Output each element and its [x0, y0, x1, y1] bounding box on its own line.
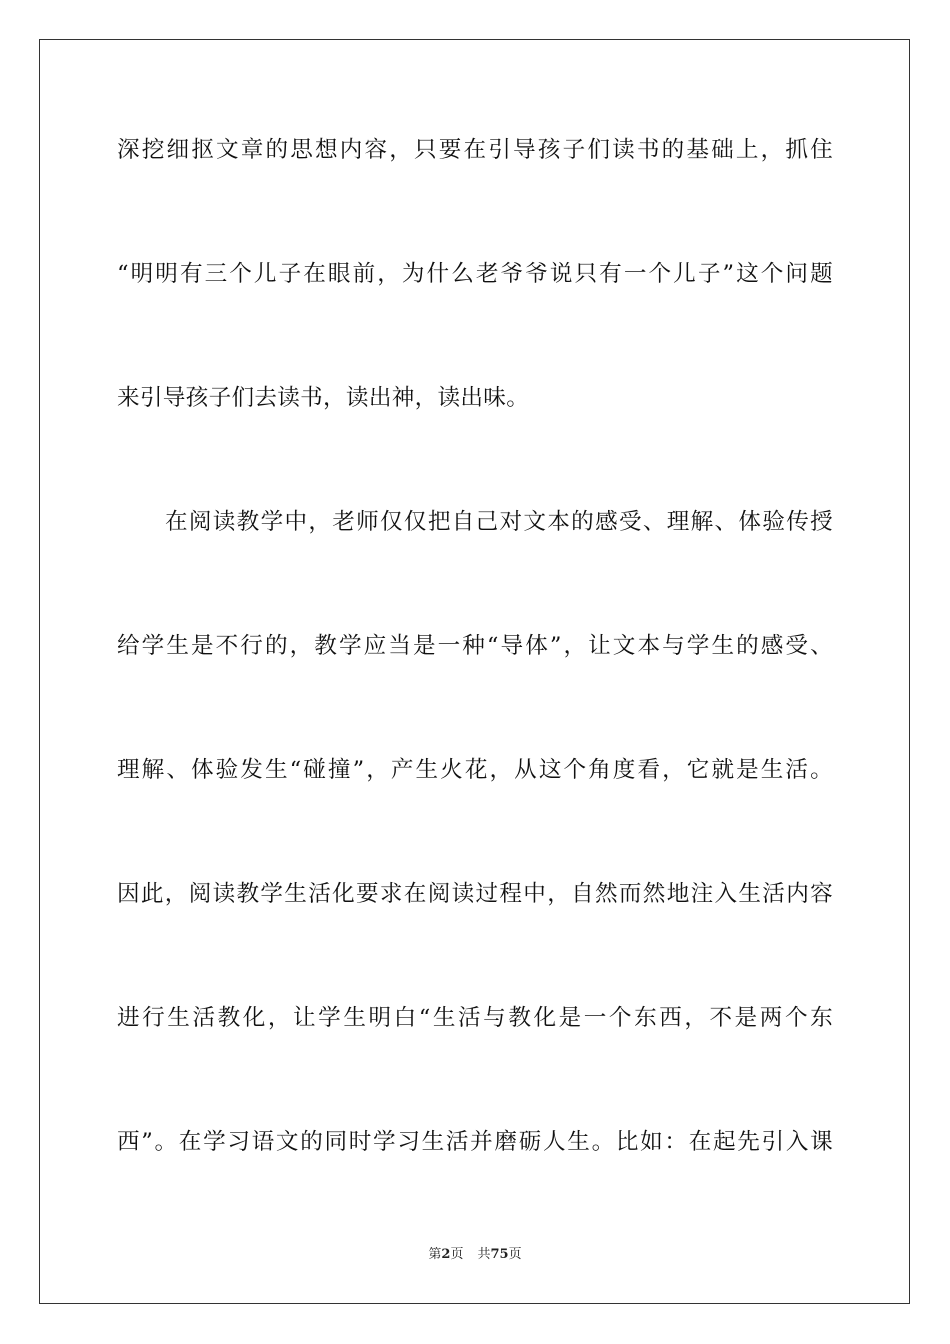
text-line-1: 深挖细抠文章的思想内容，只要在引导孩子们读书的基础上，抓住	[117, 137, 833, 163]
total-suffix: 页	[508, 1247, 522, 1262]
page-footer	[0, 1246, 950, 1264]
text-line-9: 西”。在学习语文的同时学习生活并磨砺人生。比如：在起先引入课	[117, 1129, 833, 1155]
page-frame	[39, 39, 910, 1304]
text-line-2: “明明有三个儿子在眼前，为什么老爷爷说只有一个儿子”这个问题	[117, 261, 833, 287]
text-line-5: 给学生是不行的，教学应当是一种“导体”，让文本与学生的感受、	[117, 633, 833, 659]
page-number: 2	[441, 1247, 451, 1262]
text-line-4: 在阅读教学中，老师仅仅把自己对文本的感受、理解、体验传授	[165, 509, 833, 535]
total-pages: 75	[490, 1247, 509, 1262]
page-suffix: 页	[450, 1247, 464, 1262]
text-line-6: 理解、体验发生“碰撞”，产生火花，从这个角度看，它就是生活。	[117, 757, 833, 783]
text-line-7: 因此，阅读教学生活化要求在阅读过程中，自然而然地注入生活内容	[117, 881, 833, 907]
text-line-8: 进行生活教化，让学生明白“生活与教化是一个东西，不是两个东	[117, 1005, 833, 1031]
text-line-3: 来引导孩子们去读书，读出神，读出味。	[117, 385, 530, 411]
page-prefix: 第	[428, 1247, 442, 1262]
total-prefix: 共	[477, 1247, 491, 1262]
